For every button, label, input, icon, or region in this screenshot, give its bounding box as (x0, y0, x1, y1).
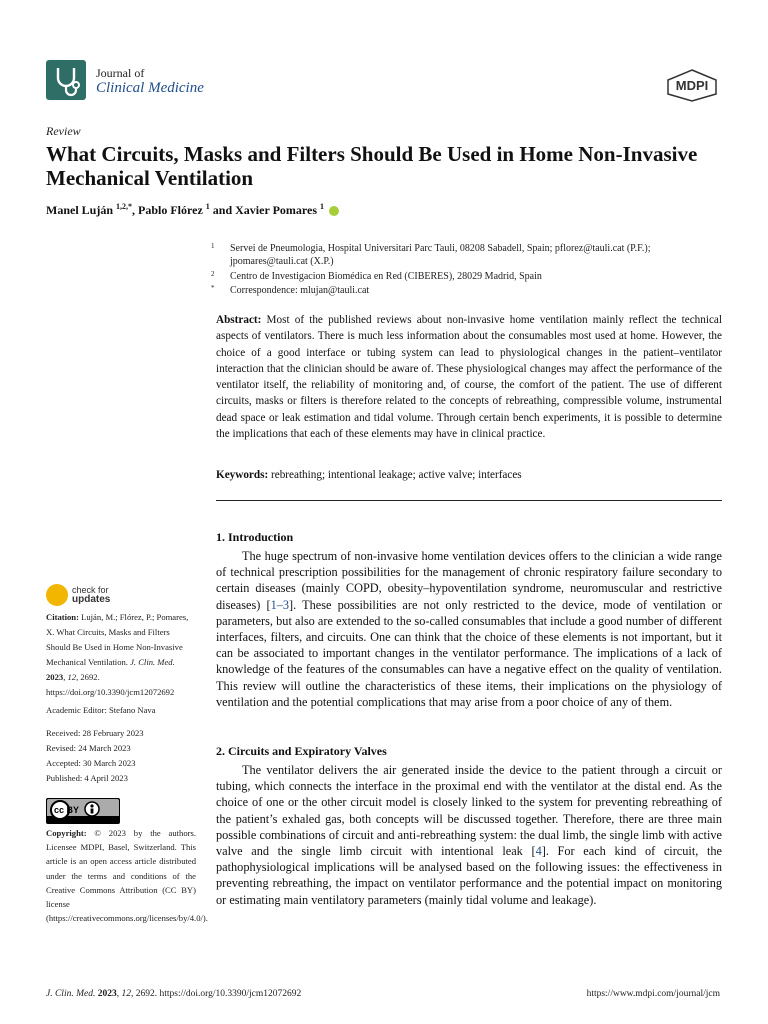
citation-block: Citation: Luján, M.; Flórez, P.; Pomares, X. What Circuits, Masks and Filters Should Be Used in Home Non-Invasive Mechanical Ventilation. J. Clin. Med. 2023, 12, 2692. https://doi.org/10.3390/jcm12072692 (46, 612, 189, 697)
footer-journal: J. Clin. Med. (46, 989, 96, 999)
author-name[interactable]: Pablo Flórez (138, 203, 203, 217)
author-name[interactable]: Manel Luján (46, 203, 114, 217)
copyright-text: © 2023 by the authors. Licensee MDPI, Basel, Switzerland. This article is an open access article distributed under the terms and conditions of the Creative Commons Attribution (CC BY) license (https://creativecommons.org/licenses/by/4.0/). (46, 828, 208, 924)
affiliation-text: Centro de Investigacion Biomédica en Red (CIBERES), 28029 Madrid, Spain (230, 271, 542, 282)
received-date: Received: 28 February 2023 (46, 728, 144, 738)
journal-logo (46, 60, 86, 100)
journal-name-line2: Clinical Medicine (96, 80, 204, 96)
correspondence-text: Correspondence: mlujan@tauli.cat (230, 285, 370, 296)
author-affiliation-mark: 1 (205, 202, 210, 211)
citation-link[interactable]: 4 (535, 844, 542, 859)
stethoscope-icon (46, 60, 86, 100)
author-affiliation-mark: 1 (320, 202, 325, 211)
circuits-paragraph (216, 762, 722, 908)
author-separator: and (209, 203, 236, 217)
citation-journal: J. Clin. Med. (130, 657, 175, 667)
keywords (216, 469, 722, 481)
check-updates-line2: updates (72, 594, 111, 605)
author-list (46, 202, 339, 218)
affiliation-mark: * (211, 284, 215, 292)
affiliation-text: Servei de Pneumologia, Hospital Universitari Parc Tauli, 08208 Sabadell, Spain; pflorez@tauli.cat (P.F.); jpomares@tauli.cat (X.P.) (230, 243, 651, 267)
check-updates-label (72, 585, 132, 605)
footer-citation: J. Clin. Med. 2023, 12, 2692. https://doi.org/10.3390/jcm12072692 (46, 989, 302, 999)
affiliation-1 (211, 242, 721, 268)
citation-doi[interactable]: , 2692. https://doi.org/10.3390/jcm12072692 (46, 672, 175, 697)
author-separator: , (132, 203, 139, 217)
footer-year: 2023 (97, 989, 117, 999)
keywords-label: Keywords: (216, 469, 269, 481)
footer-journal-url[interactable]: https://www.mdpi.com/journal/jcm (586, 989, 720, 999)
citation-link[interactable]: 1–3 (270, 597, 290, 612)
footer-volume: 12 (121, 989, 131, 999)
orcid-icon[interactable] (329, 206, 339, 216)
cc-badge-text: cc BY (54, 805, 80, 815)
citation-volume: 12 (67, 672, 77, 682)
keywords-text: rebreathing; intentional leakage; active valve; interfaces (271, 469, 522, 481)
paragraph-text: ]. These possibilities are not only restricted to the device, mode of ventilation or parameters, but also are extended to the so-called consumables that include a good number of different interfaces, filters, and circuits. One can think that the choice of these elements is not important, but it can be associated to important changes in the ventilator performance. The implications of a lack of knowledge of the features of the consumables can have a negative effect on the quality of ventilation. This review will outline the characteristics of these items, their implications on the physiology of ventilation and the potential complications that may arise from a poor choice of any of them. (216, 597, 722, 709)
check-updates-icon (46, 584, 68, 606)
mdpi-logo-text: MDPI (675, 78, 709, 93)
affiliation-mark: 1 (211, 242, 215, 250)
accepted-date: Accepted: 30 March 2023 (46, 758, 136, 768)
article-type: Review (46, 124, 81, 138)
section-divider (216, 500, 722, 501)
copyright-label: Copyright: (46, 828, 87, 838)
section-heading-circuits: 2. Circuits and Expiratory Valves (216, 744, 387, 758)
citation-label: Citation: (46, 612, 79, 622)
paragraph-text: The huge spectrum of non-invasive home ventilation devices offers to the clinician a wide range of technical prescription possibilities for the management of chronic respiratory failure secondary to certain diseases (mainly COPD, obesity–hypoventilation syndrome, neuromuscular and restrictive diseases) [ (216, 549, 722, 612)
abstract-label: Abstract: (216, 314, 262, 326)
citation-year: 2023 (46, 672, 64, 682)
paragraph-text: ]. For each kind of circuit, the pathophysiological implications will be analysed based on the following issues: the effectiveness in preventing rebreathing, the impact on ventilator performance and the potential impact on monitoring or estimating main ventilatory parameters (mainly tidal volume and leakage). (216, 844, 722, 907)
copyright-notice (46, 826, 208, 925)
paragraph-text: The ventilator delivers the air generated inside the device to the patient through a circuit or tubing, which connects the interface in the proximal end with the ventilator at the distal end. As the choice of one or the other circuit model is closely linked to the system for preventing rebreathing of the patient’s exhaled gas, both concepts will be discussed together. Therefore, there are three main possible combinations of circuit and anti-rebreathing system: the dual limb, the single limb with active valve and the single limb circuit with intentional leak [ (216, 763, 722, 859)
affiliation-mark: 2 (211, 270, 215, 278)
footer-doi[interactable]: , 2692. https://doi.org/10.3390/jcm12072692 (130, 989, 302, 999)
journal-name-line1: Journal of (96, 66, 145, 80)
affiliation-2 (211, 270, 721, 283)
mdpi-logo[interactable] (666, 68, 718, 102)
citation-text: Luján, M.; Flórez, P.; Pomares, X. What Circuits, Masks and Filters Should Be Used in Home Non-Invasive Mechanical Ventilation. (46, 612, 189, 667)
abstract (216, 312, 722, 442)
revised-date: Revised: 24 March 2023 (46, 743, 131, 753)
author-name[interactable]: Xavier Pomares (235, 203, 318, 217)
section-heading-introduction: 1. Introduction (216, 530, 294, 544)
check-updates-line1: check for (72, 585, 109, 595)
abstract-text: Most of the published reviews about non-invasive home ventilation mainly reflect the technical aspects of ventilators. There is much less information about the consumables most used at home. However, the choice of a good interface or tubing system can lead to physiological changes in the patient–ventilator interaction that the clinician should be aware of. These physiological changes may affect the performance of the ventilator itself, the reliability of monitoring and, of course, the comfort of the patient. The use of different circuits, masks or filters is therefore related to the concepts of rebreathing, compressible volume, instrumental dead space or leak estimation and tidal volume. Through certain bench experiments, it is possible to determine the implications that each of these elements may have in clinical practice. (216, 314, 723, 441)
correspondence (211, 284, 721, 297)
academic-editor: Academic Editor: Stefano Nava (46, 705, 156, 715)
introduction-paragraph (216, 548, 722, 710)
author-affiliation-mark: 1,2,* (116, 202, 133, 211)
published-date: Published: 4 April 2023 (46, 773, 128, 783)
article-title: What Circuits, Masks and Filters Should Be Used in Home Non-Invasive Mechanical Ventilation (46, 142, 698, 190)
cc-by-license-badge[interactable] (46, 798, 120, 824)
